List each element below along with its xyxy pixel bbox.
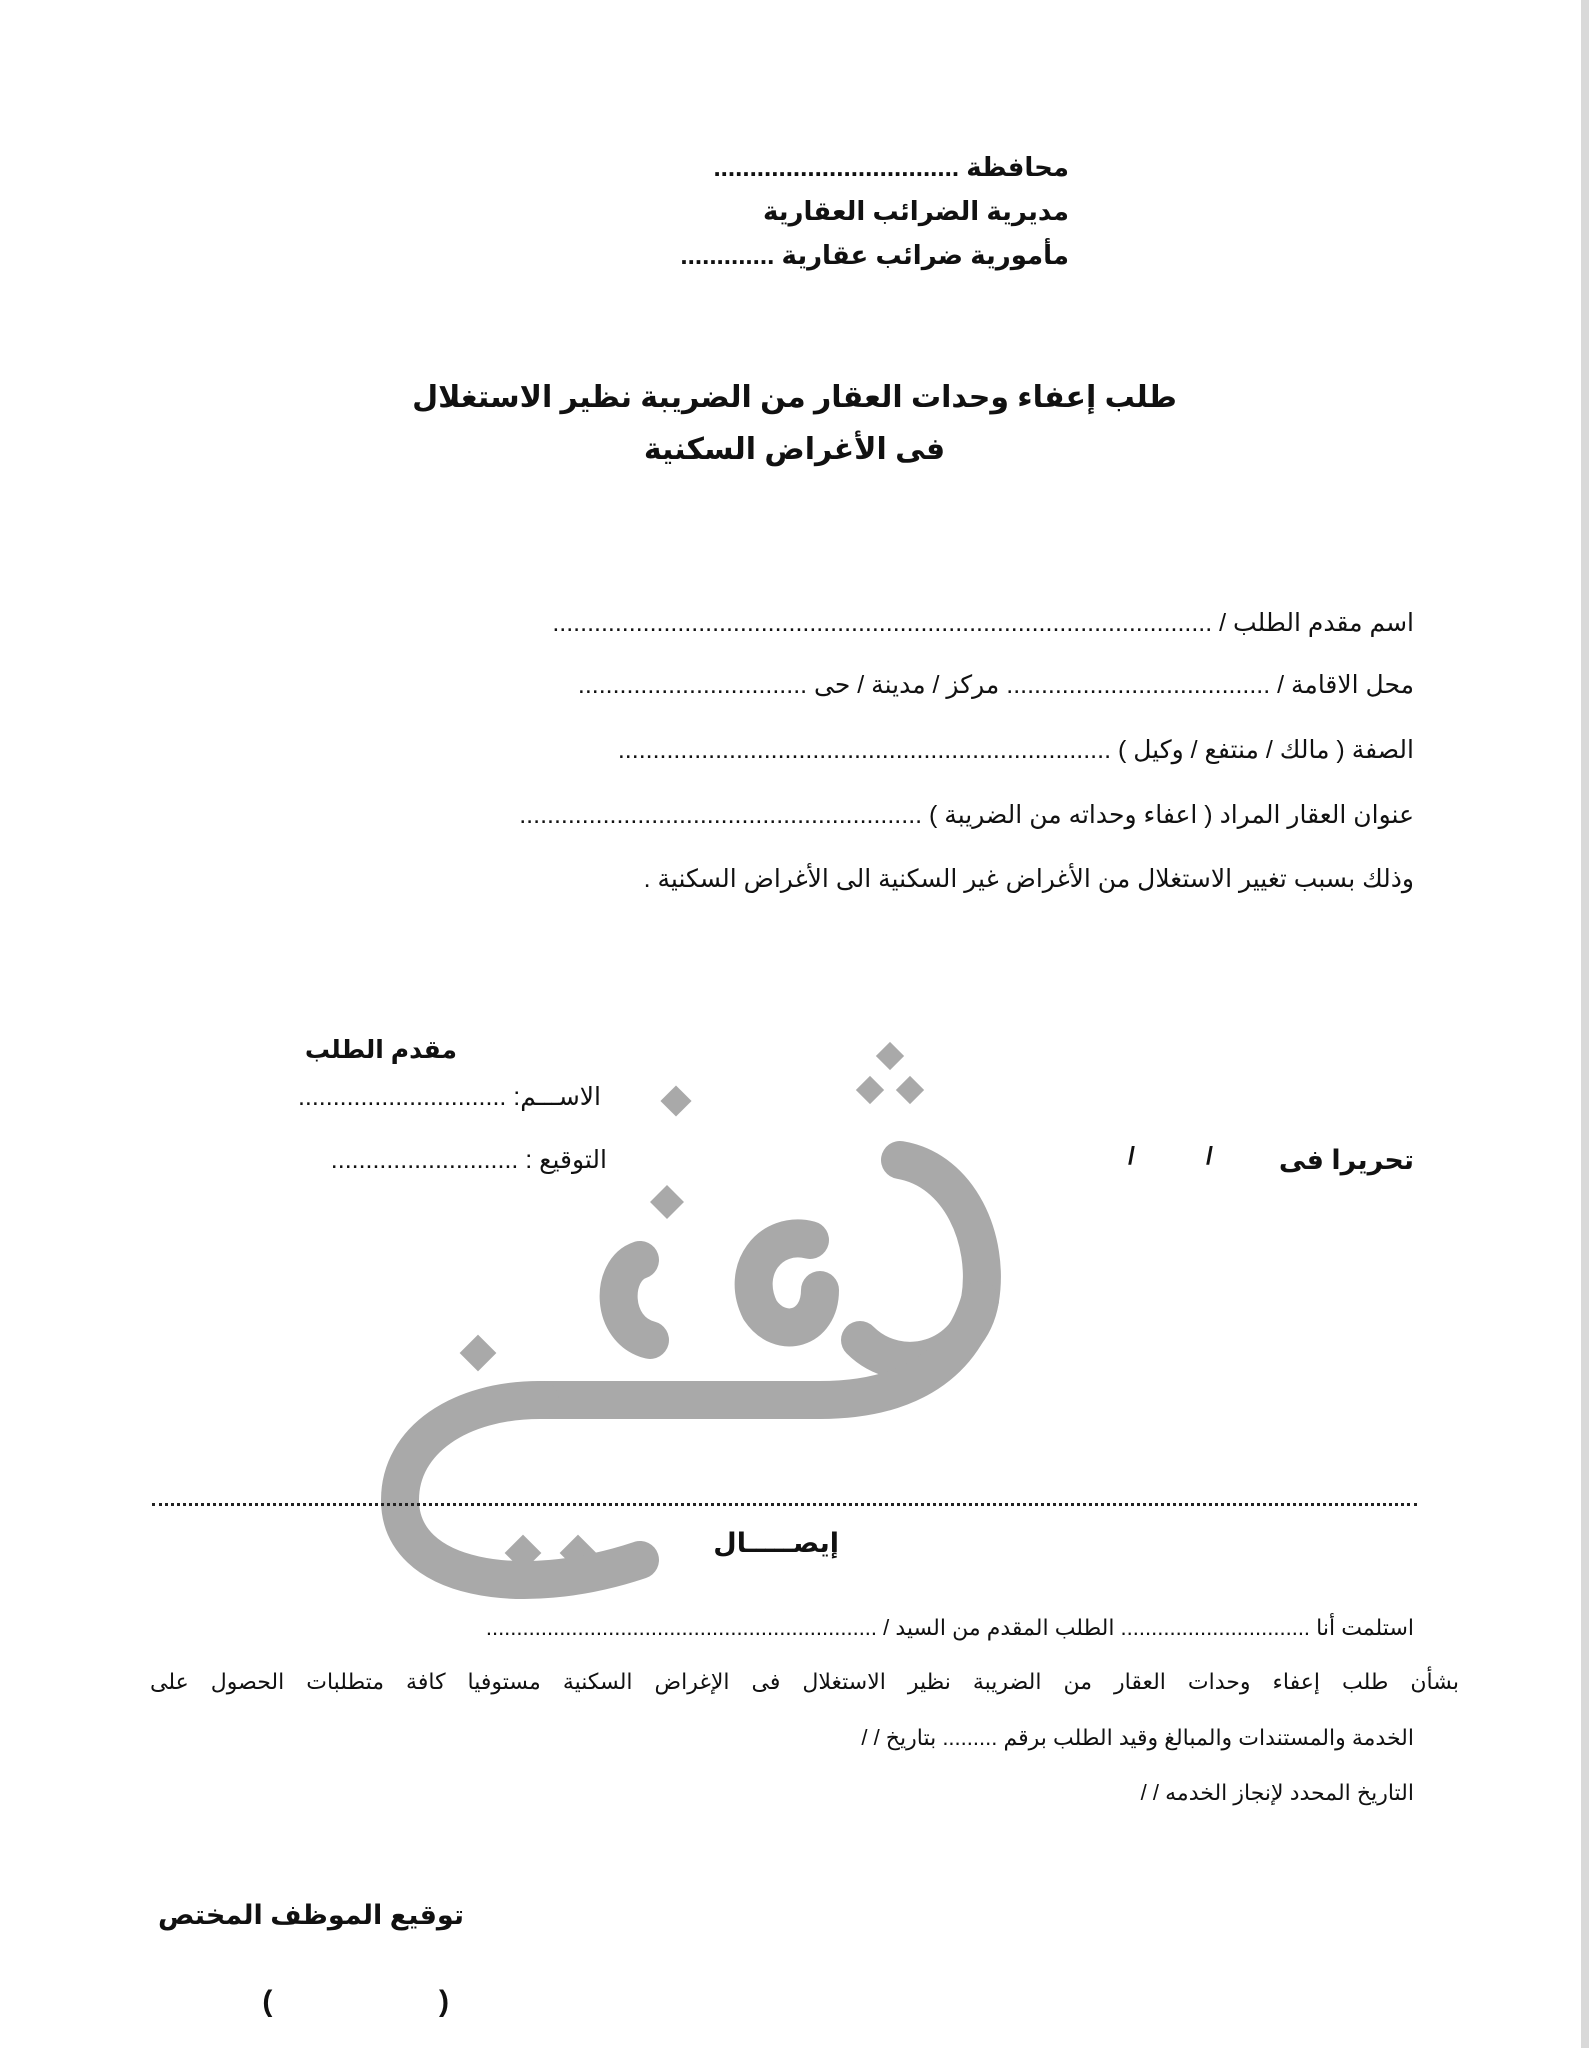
governorate-line: محافظة .................................. [713, 152, 1069, 182]
applicant-heading: مقدم الطلب [304, 1036, 457, 1064]
applicant-name-field: اسم مقدم الطلب / ............................................................................................... [552, 609, 1414, 637]
officer-signature-label: توقيع الموظف المختص [157, 1900, 464, 1930]
directorate-line: مديرية الضرائب العقارية [762, 196, 1069, 226]
office-line: مأمورية ضرائب عقارية ............. [680, 240, 1069, 270]
document-subtitle: فى الأغراض السكنية [643, 433, 946, 466]
receipt-line-completion-date: التاريخ المحدد لإنجاز الخدمه / / [1140, 1780, 1414, 1805]
reason-statement: وذلك بسبب تغيير الاستغلال من الأغراض غير السكنية الى الأغراض السكنية . [643, 865, 1414, 893]
capacity-field: الصفة ( مالك / منتفع / وكيل ) ....................................................................... [617, 736, 1414, 764]
dotted-divider [152, 1503, 1417, 1506]
receipt-line-subject: بشأن طلب إعفاء وحدات العقار من الضريبة نظير الاستغلال فى الإغراض السكنية مستوفيا كافة متطلبات الحصول على [150, 1669, 1459, 1694]
receipt-line-received: استلمت أنا ............................... الطلب المقدم من السيد / ................................................................ [485, 1615, 1414, 1640]
page-edge [1581, 0, 1589, 2048]
receipt-line-registration: الخدمة والمستندات والمبالغ وقيد الطلب برقم ......... بتاريخ / / [861, 1725, 1414, 1750]
receipt-heading: إيصـــــال [713, 1528, 839, 1558]
officer-signature-brackets: ( ) [262, 1985, 449, 2018]
document-title: طلب إعفاء وحدات العقار من الضريبة نظير الاستغلال [412, 381, 1177, 414]
residence-field: محل الاقامة / ...................................... مركز / مدينة / حى ................................. [577, 671, 1414, 699]
date-slash: / [1206, 1142, 1213, 1170]
property-address-field: عنوان العقار المراد ( اعفاء وحداته من الضريبة ) .......................................................... [519, 801, 1414, 829]
applicant-name-line: الاســـم: .............................. [297, 1083, 601, 1111]
date-written-label: تحريرا فى [1278, 1145, 1414, 1175]
date-slash: / [1128, 1142, 1135, 1170]
applicant-signature-line: التوقيع : ........................... [330, 1146, 607, 1174]
